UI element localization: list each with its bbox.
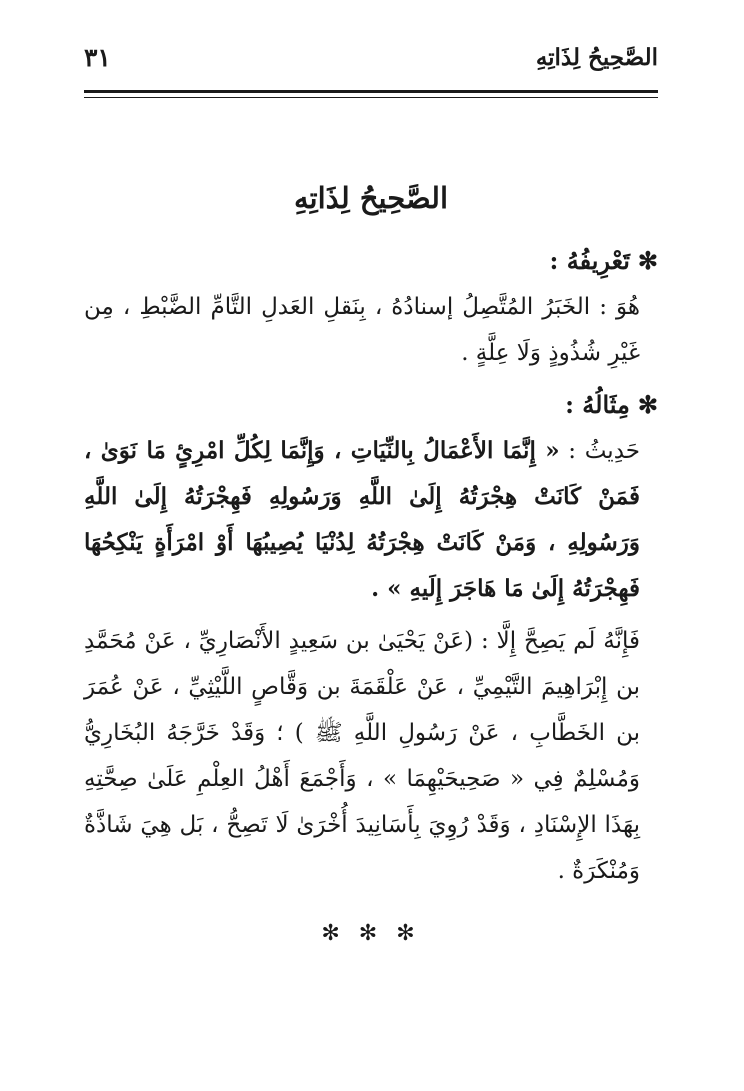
chapter-title: الصَّحِيحُ لِذَاتِهِ: [293, 181, 449, 215]
header-rule-thick: [84, 90, 658, 93]
page-number: ٣١: [84, 43, 111, 72]
section-divider: ✻ ✻ ✻: [321, 921, 421, 946]
example-heading-text: مِثَالُهُ :: [565, 390, 630, 419]
hadith-text: « إِنَّمَا الأَعْمَالُ بِالنِّيَاتِ ، وَإِنَّمَا لِكُلِّ امْرِئٍ مَا نَوَىٰ ، فَمَنْ كَانَتْ هِجْرَتُهُ إِلَىٰ اللَّهِ وَرَسُولِهِ فَهِجْرَتُهُ إِلَىٰ اللَّهِ وَرَسُولِهِ ، وَمَنْ كَانَتْ هِجْرَتُهُ لِدُنْيَا يُصِيبُهَا أَوْ امْرَأَةٍ يَنْكِحُهَا فَهِجْرَتُهُ إِلَىٰ مَا هَاجَرَ إِلَيهِ » .: [84, 437, 640, 602]
hadith-paragraph: [84, 428, 658, 612]
header-rule-thin: [84, 97, 658, 98]
explanation-paragraph: فَإِنَّهُ لَم يَصِحَّ إِلَّا : (عَنْ يَحْيَىٰ بن سَعِيدٍ الأَنْصَارِيِّ ، عَنْ مُحَمَّدِ بن إِبْرَاهِيمَ التَّيْمِيِّ ، عَنْ عَلْقَمَةَ بن وَقَّاصٍ اللَّيْثِيِّ ، عَنْ عُمَرَ بن الخَطَّابِ ، عَنْ رَسُولِ اللَّهِ ﷺ ) ؛ وَقَدْ خَرَّجَهُ البُخَارِيُّ وَمُسْلِمٌ فِي « صَحِيحَيْهِمَا » ، وَأَجْمَعَ أَهْلُ العِلْمِ عَلَىٰ صِحَّتِهِ بِهَذَا الإِسْنَادِ ، وَقَدْ رُوِيَ بِأَسَانِيدَ أُخْرَىٰ لَا تَصِحُّ ، بَل هِيَ شَاذَّةٌ وَمُنْكَرَةٌ .: [84, 628, 640, 884]
asterisk-icon: ✻: [637, 246, 658, 275]
asterisk-icon: ✻: [637, 390, 658, 419]
definition-text: هُوَ : الخَبَرُ المُتَّصِلُ إسنادُهُ ، بِنَقلِ العَدلِ التَّامِّ الضَّبْطِ ، مِن غَيْرِ شُذُوذٍ وَلَا عِلَّةٍ .: [84, 294, 640, 366]
definition-heading: [84, 238, 658, 284]
example-heading: [84, 382, 658, 428]
running-title: الصَّحِيحُ لِذَاتِهِ: [535, 44, 658, 71]
running-header: [84, 38, 658, 82]
definition-heading-text: تَعْرِيفُهُ :: [549, 246, 630, 275]
hadith-prefix: حَدِيثُ :: [559, 438, 640, 464]
page-content: [84, 160, 658, 954]
